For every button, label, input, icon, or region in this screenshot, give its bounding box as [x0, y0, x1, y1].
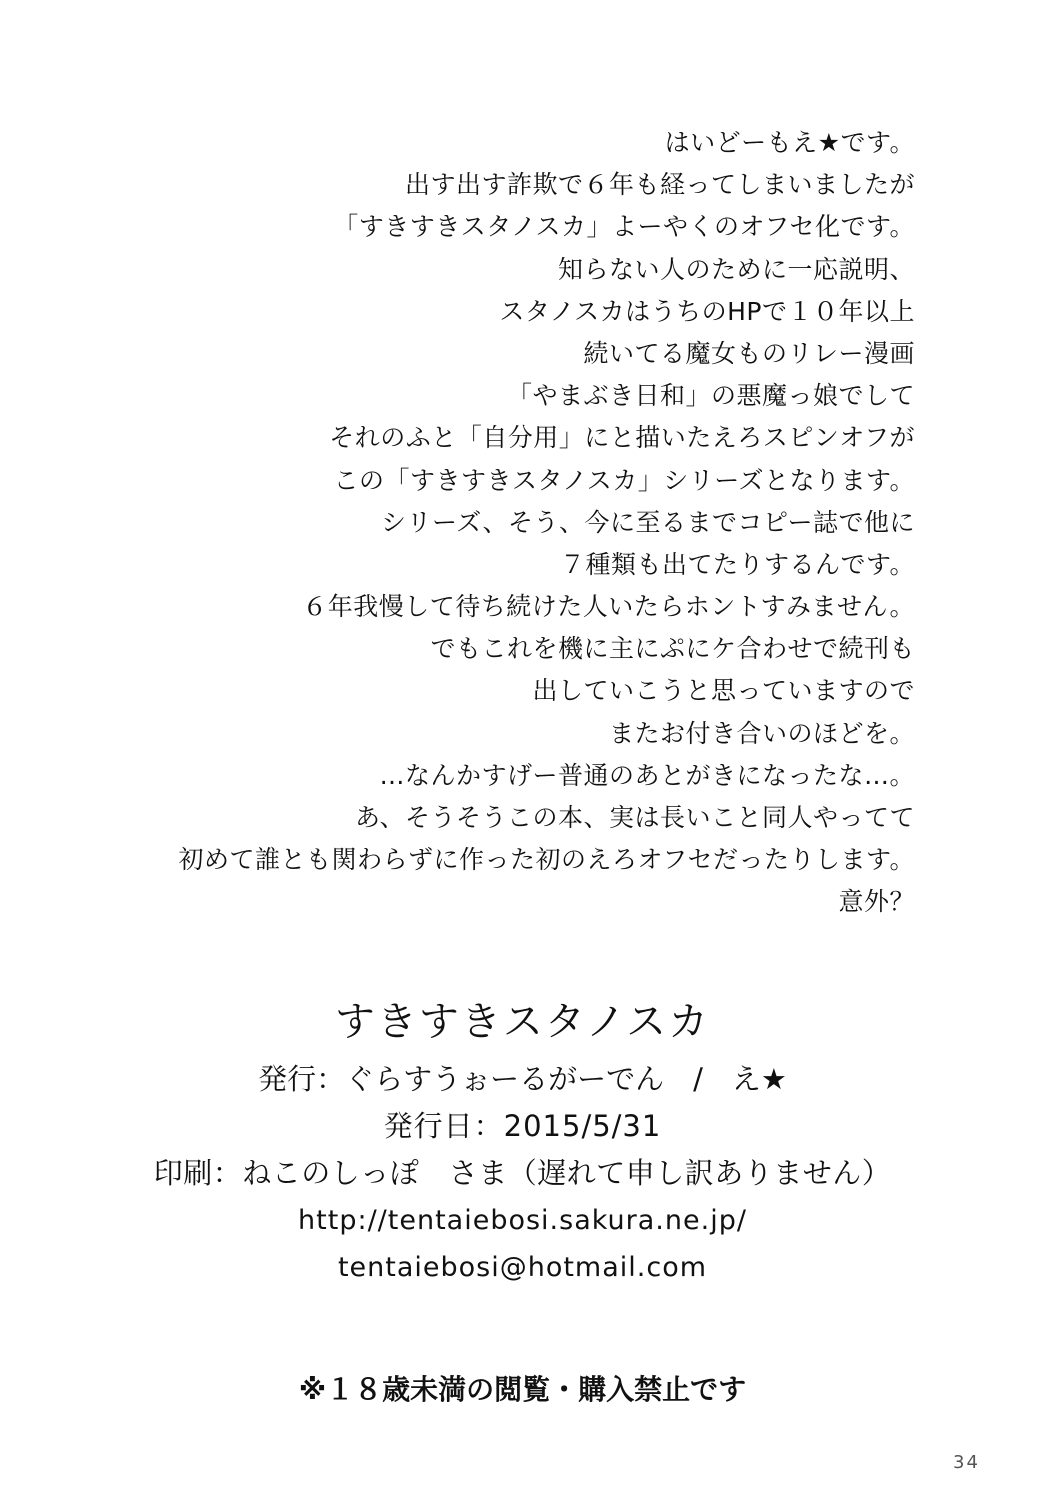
afterword-line-5: スタノスカはうちのHPで１０年以上 — [499, 296, 915, 326]
age-restriction-notice: ※１８歳未満の閲覧・購入禁止です — [298, 1373, 747, 1406]
publisher-line: 発行：ぐらすうぉーるがーでん / え★ — [258, 1062, 787, 1096]
colophon — [0, 992, 1045, 1291]
afterword-line-16: …なんかすげー普通のあとがきになったな…。 — [379, 760, 915, 790]
afterword-line-4: 知らない人のために一応説明、 — [557, 254, 915, 284]
afterword-line-6: 続いてる魔女ものリレー漫画 — [583, 338, 915, 368]
printer-line: 印刷：ねこのしっぽ さま（遅れて申し訳ありません） — [153, 1156, 892, 1190]
afterword-line-9: この「すきすきスタノスカ」シリーズとなります。 — [333, 465, 915, 495]
afterword-line-19: 意外？ — [838, 887, 915, 917]
book-title: すきすきスタノスカ — [334, 999, 711, 1045]
afterword-line-8: それのふと「自分用」にと描いたえろスピンオフが — [329, 423, 915, 453]
afterword-line-14: 出していこうと思っていますので — [532, 676, 915, 706]
afterword-text — [155, 122, 915, 924]
page-number: 34 — [953, 1452, 980, 1473]
afterword-line-13: でもこれを機に主にぷにケ合わせで続刊も — [430, 634, 915, 664]
afterword-line-3: 「すきすきスタノスカ」よーやくのオフセ化です。 — [333, 212, 915, 242]
afterword-line-17: あ、そうそうこの本、実は長いこと同人やってて — [354, 803, 915, 832]
afterword-line-11: ７種類も出てたりするんです。 — [559, 549, 915, 579]
afterword-line-18: 初めて誰とも関わらずに作った初のえろオフセだったりします。 — [178, 845, 915, 875]
afterword-line-15: またお付き合いのほどを。 — [608, 718, 915, 748]
afterword-line-10: シリーズ、そう、今に至るまでコピー誌で他に — [380, 507, 915, 537]
afterword-line-2: 出す出す詐欺で６年も経ってしまいましたが — [404, 170, 915, 200]
contact-email: tentaiebosi@hotmail.com — [337, 1252, 708, 1283]
afterword-line-7: 「やまぶき日和」の悪魔っ娘でして — [506, 381, 915, 411]
website-url: http://tentaiebosi.sakura.ne.jp/ — [298, 1205, 747, 1236]
publish-date-line: 発行日：2015/5/31 — [383, 1109, 662, 1143]
afterword-line-12: ６年我慢して待ち続けた人いたらホントすみません。 — [302, 592, 915, 622]
afterword-line-1: はいどーもえ★です。 — [664, 128, 915, 157]
